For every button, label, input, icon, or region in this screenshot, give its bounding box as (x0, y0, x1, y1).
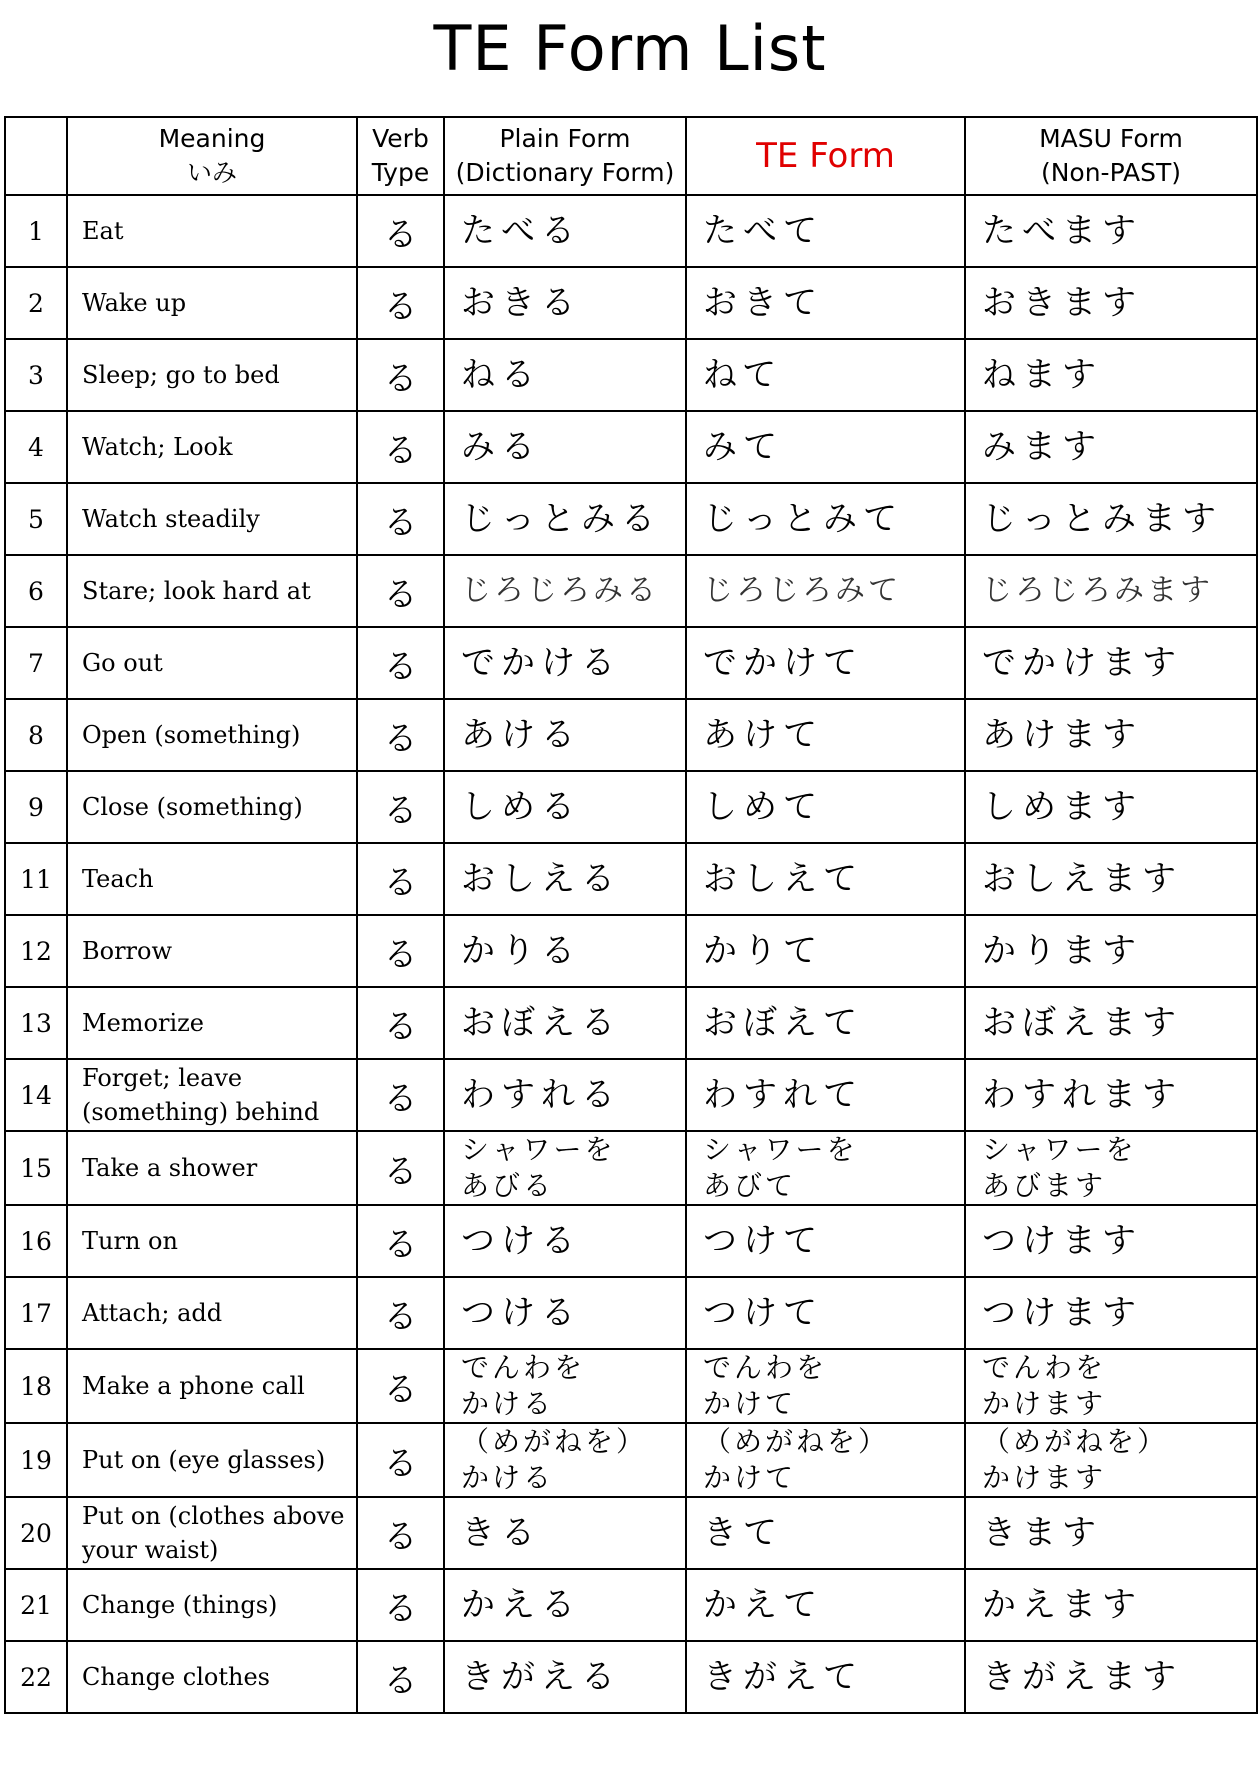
plain-form-cell: かりる (444, 915, 686, 987)
table-row (5, 1569, 1257, 1641)
meaning-cell: Wake up (67, 267, 357, 339)
jp-line: （めがねを） (982, 1425, 1169, 1458)
plain-form-cell: わすれる (444, 1059, 686, 1131)
te-form-cell: かえて (686, 1569, 965, 1641)
masu-form-cell: でかけます (965, 627, 1257, 699)
te-form-cell: みて (686, 411, 965, 483)
verb-type-cell: る (357, 1131, 444, 1205)
verb-type-cell: る (357, 267, 444, 339)
jp-line: シャワーを (703, 1133, 858, 1166)
verb-type-cell: る (357, 411, 444, 483)
te-form-cell: わすれて (686, 1059, 965, 1131)
meaning-cell: Make a phone call (67, 1349, 357, 1423)
plain-form-cell: じっとみる (444, 483, 686, 555)
header-verb-type (357, 117, 444, 195)
meaning-cell: Close (something) (67, 771, 357, 843)
meaning-cell: Forget; leave (something) behind (67, 1059, 357, 1131)
te-form-cell (686, 1423, 965, 1497)
table-row (5, 555, 1257, 627)
verb-type-cell: る (357, 555, 444, 627)
header-num (5, 117, 67, 195)
jp-line: かけます (982, 1461, 1107, 1494)
plain-form-cell (444, 1349, 686, 1423)
jp-line: でんわを (982, 1351, 1107, 1384)
masu-form-cell: つけます (965, 1205, 1257, 1277)
jp-line: （めがねを） (461, 1425, 648, 1458)
verb-type-cell: る (357, 1497, 444, 1569)
te-form-cell: おぼえて (686, 987, 965, 1059)
meaning-cell: Sleep; go to bed (67, 339, 357, 411)
meaning-cell: Watch; Look (67, 411, 357, 483)
meaning-cell: Take a shower (67, 1131, 357, 1205)
row-number: 13 (5, 987, 67, 1059)
meaning-cell: Change (things) (67, 1569, 357, 1641)
plain-form-cell: でかける (444, 627, 686, 699)
te-form-cell: じっとみて (686, 483, 965, 555)
masu-form-cell: かります (965, 915, 1257, 987)
masu-form-cell: たべます (965, 195, 1257, 267)
plain-form-cell: みる (444, 411, 686, 483)
table-row (5, 1641, 1257, 1713)
header-verb-type-line1: Verb (372, 124, 429, 153)
row-number: 15 (5, 1131, 67, 1205)
row-number: 1 (5, 195, 67, 267)
row-number: 4 (5, 411, 67, 483)
header-row (5, 117, 1257, 195)
plain-form-cell: おぼえる (444, 987, 686, 1059)
row-number: 20 (5, 1497, 67, 1569)
plain-form-cell: たべる (444, 195, 686, 267)
masu-form-cell: ねます (965, 339, 1257, 411)
verb-type-cell: る (357, 195, 444, 267)
masu-form-cell: おきます (965, 267, 1257, 339)
plain-form-cell: つける (444, 1277, 686, 1349)
table-row (5, 267, 1257, 339)
row-number: 12 (5, 915, 67, 987)
meaning-cell: Teach (67, 843, 357, 915)
masu-form-cell (965, 1423, 1257, 1497)
verb-type-cell: る (357, 483, 444, 555)
masu-form-cell: みます (965, 411, 1257, 483)
meaning-cell: Attach; add (67, 1277, 357, 1349)
verb-type-cell: る (357, 1205, 444, 1277)
masu-form-cell (965, 1131, 1257, 1205)
table-row (5, 195, 1257, 267)
table-row (5, 1497, 1257, 1569)
masu-form-cell: つけます (965, 1277, 1257, 1349)
table-row (5, 339, 1257, 411)
jp-line: かけて (703, 1461, 797, 1494)
verb-type-cell: る (357, 1641, 444, 1713)
row-number: 2 (5, 267, 67, 339)
header-plain-line2: (Dictionary Form) (455, 158, 675, 187)
row-number: 3 (5, 339, 67, 411)
table-row (5, 627, 1257, 699)
te-form-cell: きて (686, 1497, 965, 1569)
jp-line: シャワーを (461, 1133, 616, 1166)
verb-type-cell: る (357, 1277, 444, 1349)
te-form-cell: でかけて (686, 627, 965, 699)
jp-line: かける (461, 1461, 555, 1494)
header-verb-type-line2: Type (371, 158, 430, 187)
table-row (5, 843, 1257, 915)
meaning-cell: Open (something) (67, 699, 357, 771)
meaning-cell: Put on (eye glasses) (67, 1423, 357, 1497)
verb-type-cell: る (357, 915, 444, 987)
verb-type-cell: る (357, 627, 444, 699)
table-row (5, 483, 1257, 555)
row-number: 16 (5, 1205, 67, 1277)
jp-line: あびる (461, 1169, 555, 1202)
jp-line: かけます (982, 1387, 1107, 1420)
table-row (5, 771, 1257, 843)
verb-type-cell: る (357, 771, 444, 843)
table-row (5, 1423, 1257, 1497)
masu-form-cell: きがえます (965, 1641, 1257, 1713)
masu-form-cell: きます (965, 1497, 1257, 1569)
plain-form-cell: じろじろみる (444, 555, 686, 627)
te-form-cell: おきて (686, 267, 965, 339)
meaning-cell: Borrow (67, 915, 357, 987)
plain-form-cell: おしえる (444, 843, 686, 915)
header-masu-line1: MASU Form (1039, 124, 1183, 153)
header-plain-line1: Plain Form (499, 124, 631, 153)
table-row (5, 1059, 1257, 1131)
te-form-cell: かりて (686, 915, 965, 987)
plain-form-cell: きがえる (444, 1641, 686, 1713)
plain-form-cell: つける (444, 1205, 686, 1277)
te-form-cell: おしえて (686, 843, 965, 915)
header-meaning-en: Meaning (158, 124, 266, 153)
header-masu-line2: (Non-PAST) (1040, 158, 1182, 187)
row-number: 19 (5, 1423, 67, 1497)
header-te-form: TE Form (686, 117, 965, 195)
header-meaning-jp: いみ (186, 158, 237, 187)
plain-form-cell: しめる (444, 771, 686, 843)
jp-line: あびます (982, 1169, 1107, 1202)
row-number: 22 (5, 1641, 67, 1713)
page-title: TE Form List (433, 12, 827, 85)
te-form-cell: ねて (686, 339, 965, 411)
verb-type-cell: る (357, 1423, 444, 1497)
plain-form-cell (444, 1423, 686, 1497)
meaning-cell: Put on (clothes above your waist) (67, 1497, 357, 1569)
table-row (5, 915, 1257, 987)
te-form-cell: つけて (686, 1277, 965, 1349)
jp-line: シャワーを (982, 1133, 1137, 1166)
plain-form-cell: ねる (444, 339, 686, 411)
table-row (5, 1349, 1257, 1423)
row-number: 17 (5, 1277, 67, 1349)
te-form-cell: きがえて (686, 1641, 965, 1713)
masu-form-cell (965, 1349, 1257, 1423)
row-number: 11 (5, 843, 67, 915)
row-number: 5 (5, 483, 67, 555)
table-row (5, 1131, 1257, 1205)
verb-type-cell: る (357, 1059, 444, 1131)
verb-type-cell: る (357, 987, 444, 1059)
row-number: 7 (5, 627, 67, 699)
table-row (5, 1277, 1257, 1349)
masu-form-cell: おぼえます (965, 987, 1257, 1059)
meaning-cell: Eat (67, 195, 357, 267)
jp-line: （めがねを） (703, 1425, 890, 1458)
plain-form-cell: あける (444, 699, 686, 771)
masu-form-cell: しめます (965, 771, 1257, 843)
te-form-cell: しめて (686, 771, 965, 843)
table-row (5, 1205, 1257, 1277)
te-form-cell: たべて (686, 195, 965, 267)
masu-form-cell: じっとみます (965, 483, 1257, 555)
row-number: 9 (5, 771, 67, 843)
masu-form-cell: あけます (965, 699, 1257, 771)
meaning-cell: Watch steadily (67, 483, 357, 555)
jp-line: かける (461, 1387, 555, 1420)
plain-form-cell (444, 1131, 686, 1205)
plain-form-cell: きる (444, 1497, 686, 1569)
meaning-cell: Change clothes (67, 1641, 357, 1713)
table-row (5, 411, 1257, 483)
row-number: 14 (5, 1059, 67, 1131)
table-row (5, 987, 1257, 1059)
plain-form-cell: おきる (444, 267, 686, 339)
verb-type-cell: る (357, 1349, 444, 1423)
te-form-cell: つけて (686, 1205, 965, 1277)
te-form-cell (686, 1131, 965, 1205)
verb-type-cell: る (357, 843, 444, 915)
te-form-table (4, 116, 1258, 1714)
masu-form-cell: じろじろみます (965, 555, 1257, 627)
jp-line: でんわを (703, 1351, 828, 1384)
verb-type-cell: る (357, 1569, 444, 1641)
meaning-cell: Stare; look hard at (67, 555, 357, 627)
meaning-cell: Go out (67, 627, 357, 699)
jp-line: あびて (703, 1169, 797, 1202)
plain-form-cell: かえる (444, 1569, 686, 1641)
row-number: 21 (5, 1569, 67, 1641)
meaning-cell: Memorize (67, 987, 357, 1059)
header-meaning (67, 117, 357, 195)
header-plain-form (444, 117, 686, 195)
row-number: 8 (5, 699, 67, 771)
meaning-cell: Turn on (67, 1205, 357, 1277)
row-number: 18 (5, 1349, 67, 1423)
masu-form-cell: わすれます (965, 1059, 1257, 1131)
table-row (5, 699, 1257, 771)
header-masu-form (965, 117, 1257, 195)
te-form-cell: じろじろみて (686, 555, 965, 627)
te-form-cell (686, 1349, 965, 1423)
jp-line: でんわを (461, 1351, 586, 1384)
masu-form-cell: おしえます (965, 843, 1257, 915)
te-form-cell: あけて (686, 699, 965, 771)
row-number: 6 (5, 555, 67, 627)
masu-form-cell: かえます (965, 1569, 1257, 1641)
verb-type-cell: る (357, 699, 444, 771)
verb-type-cell: る (357, 339, 444, 411)
jp-line: かけて (703, 1387, 797, 1420)
